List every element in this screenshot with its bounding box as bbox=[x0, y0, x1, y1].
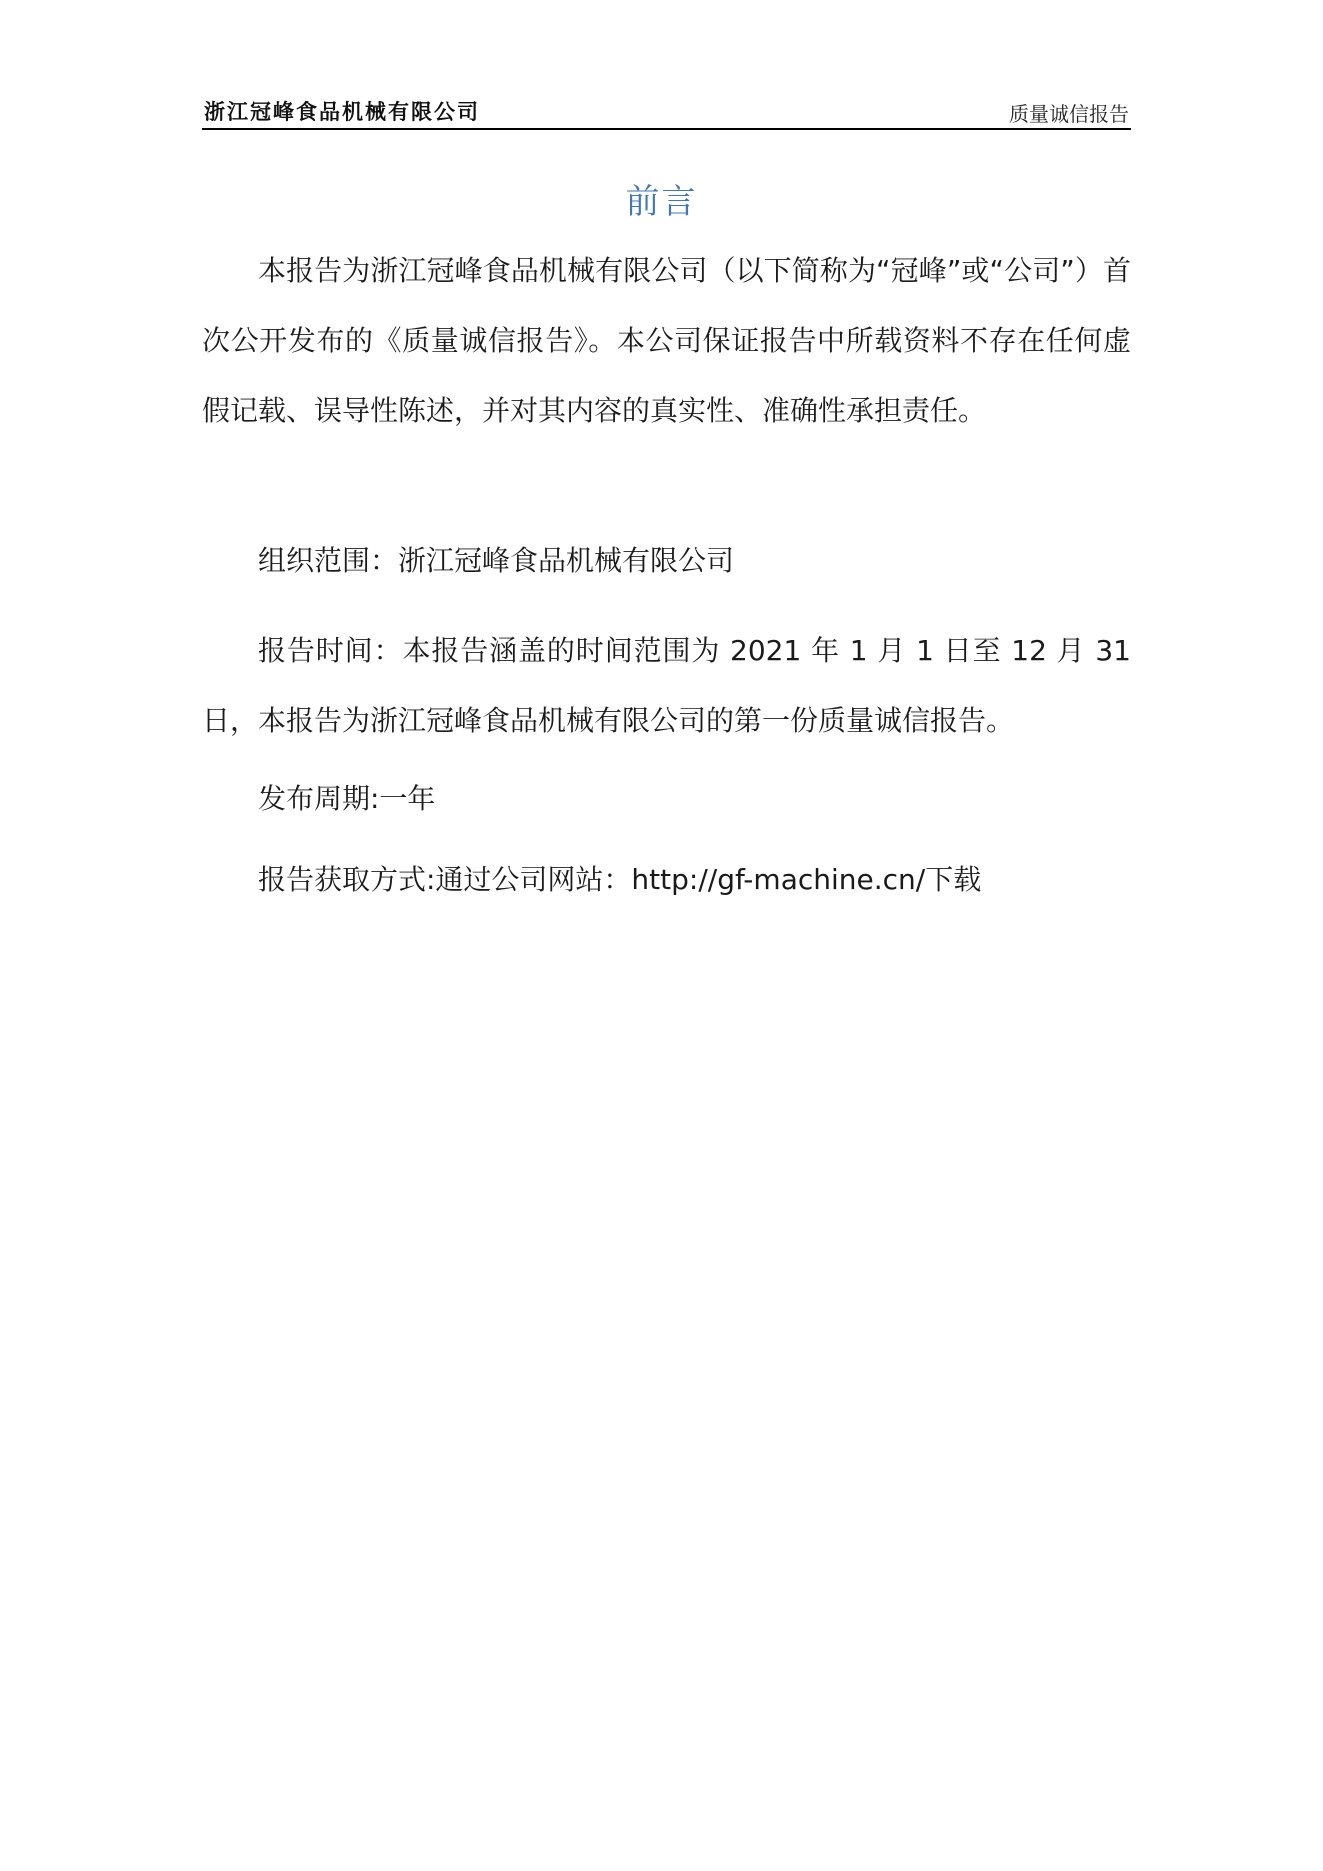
page-header bbox=[202, 92, 1131, 130]
cycle-paragraph-block bbox=[202, 764, 1131, 834]
report-period: 报告时间：本报告涵盖的时间范围为 2021 年 1 月 1 日至 12 月 31 日，本报告为浙江冠峰食品机械有限公司的第一份质量诚信报告。 bbox=[202, 634, 1131, 737]
access-paragraph-block bbox=[202, 845, 1131, 915]
publication-cycle: 发布周期:一年 bbox=[258, 782, 436, 815]
organization-scope: 组织范围：浙江冠峰食品机械有限公司 bbox=[258, 544, 735, 577]
report-access: 报告获取方式:通过公司网站：http://gf-machine.cn/下载 bbox=[258, 863, 982, 896]
preface-title: 前言 bbox=[625, 182, 698, 222]
intro-paragraph: 本报告为浙江冠峰食品机械有限公司（以下简称为“冠峰”或“公司”）首次公开发布的《质量诚信报告》。本公司保证报告中所载资料不存在任何虚假记载、误导性陈述，并对其内容的真实性、准确性承担责任。 bbox=[202, 254, 1131, 427]
intro-paragraph-block bbox=[202, 236, 1131, 446]
scope-paragraph-block bbox=[202, 526, 1131, 596]
header-report-name: 质量诚信报告 bbox=[1009, 102, 1129, 126]
period-paragraph-block bbox=[202, 616, 1131, 756]
header-company-name: 浙江冠峰食品机械有限公司 bbox=[204, 99, 480, 124]
